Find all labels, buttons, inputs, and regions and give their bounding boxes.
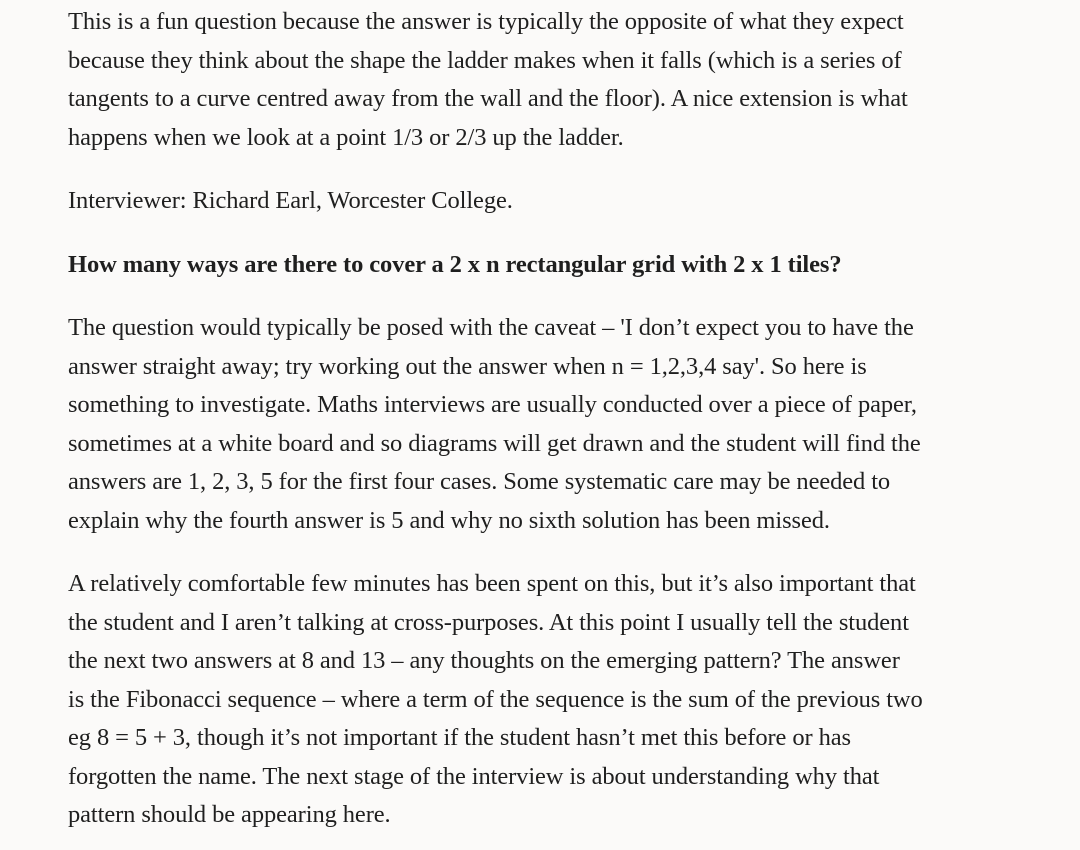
text-line: something to investigate. Maths interviews are usually conducted over a piece of paper, — [68, 391, 917, 418]
text-line: How many ways are there to cover a 2 x n rectangular grid with 2 x 1 tiles? — [68, 250, 842, 278]
text-line: forgotten the name. The next stage of the interview is about understanding why that — [68, 762, 880, 790]
text-line: tangents to a curve centred away from the wall and the floor). A nice extension is what — [68, 85, 908, 112]
paragraph-tiling-answer-2 — [68, 565, 1073, 835]
text-line: the next two answers at 8 and 13 – any thoughts on the emerging pattern? The answer — [68, 647, 900, 674]
text-line: Interviewer: Richard Earl, Worcester College. — [68, 187, 513, 214]
text-line: pattern should be appearing here. — [68, 801, 391, 828]
text-line: eg 8 = 5 + 3, though it’s not important if the student hasn’t met this before or has — [68, 724, 851, 751]
text-line: A relatively comfortable few minutes has been spent on this, but it’s also important that — [68, 570, 916, 597]
text-line: answers are 1, 2, 3, 5 for the first four cases. Some systematic care may be needed to — [68, 468, 891, 495]
text-line: happens when we look at a point 1/3 or 2/3 up the ladder. — [68, 123, 624, 151]
paragraph-interviewer-credit — [68, 182, 1073, 221]
text-line: answer straight away; try working out the answer when n = 1,2,3,4 say'. So here is — [68, 352, 867, 380]
text-line: the student and I aren’t talking at cross-purposes. At this point I usually tell the student — [68, 608, 909, 636]
text-line: The question would typically be posed with the caveat – 'I don’t expect you to have the — [68, 314, 914, 341]
paragraph-ladder-explanation — [68, 3, 1073, 157]
text-line: because they think about the shape the ladder makes when it falls (which is a series of — [68, 46, 902, 74]
paragraph-tiling-answer-1 — [68, 309, 1073, 540]
text-line: sometimes at a white board and so diagrams will get drawn and the student will find the — [68, 429, 921, 457]
text-line: is the Fibonacci sequence – where a term of the sequence is the sum of the previous two — [68, 685, 923, 713]
text-line: This is a fun question because the answer is typically the opposite of what they expect — [68, 8, 904, 35]
text-line: explain why the fourth answer is 5 and why no sixth solution has been missed. — [68, 506, 830, 534]
question-heading — [68, 246, 1073, 285]
